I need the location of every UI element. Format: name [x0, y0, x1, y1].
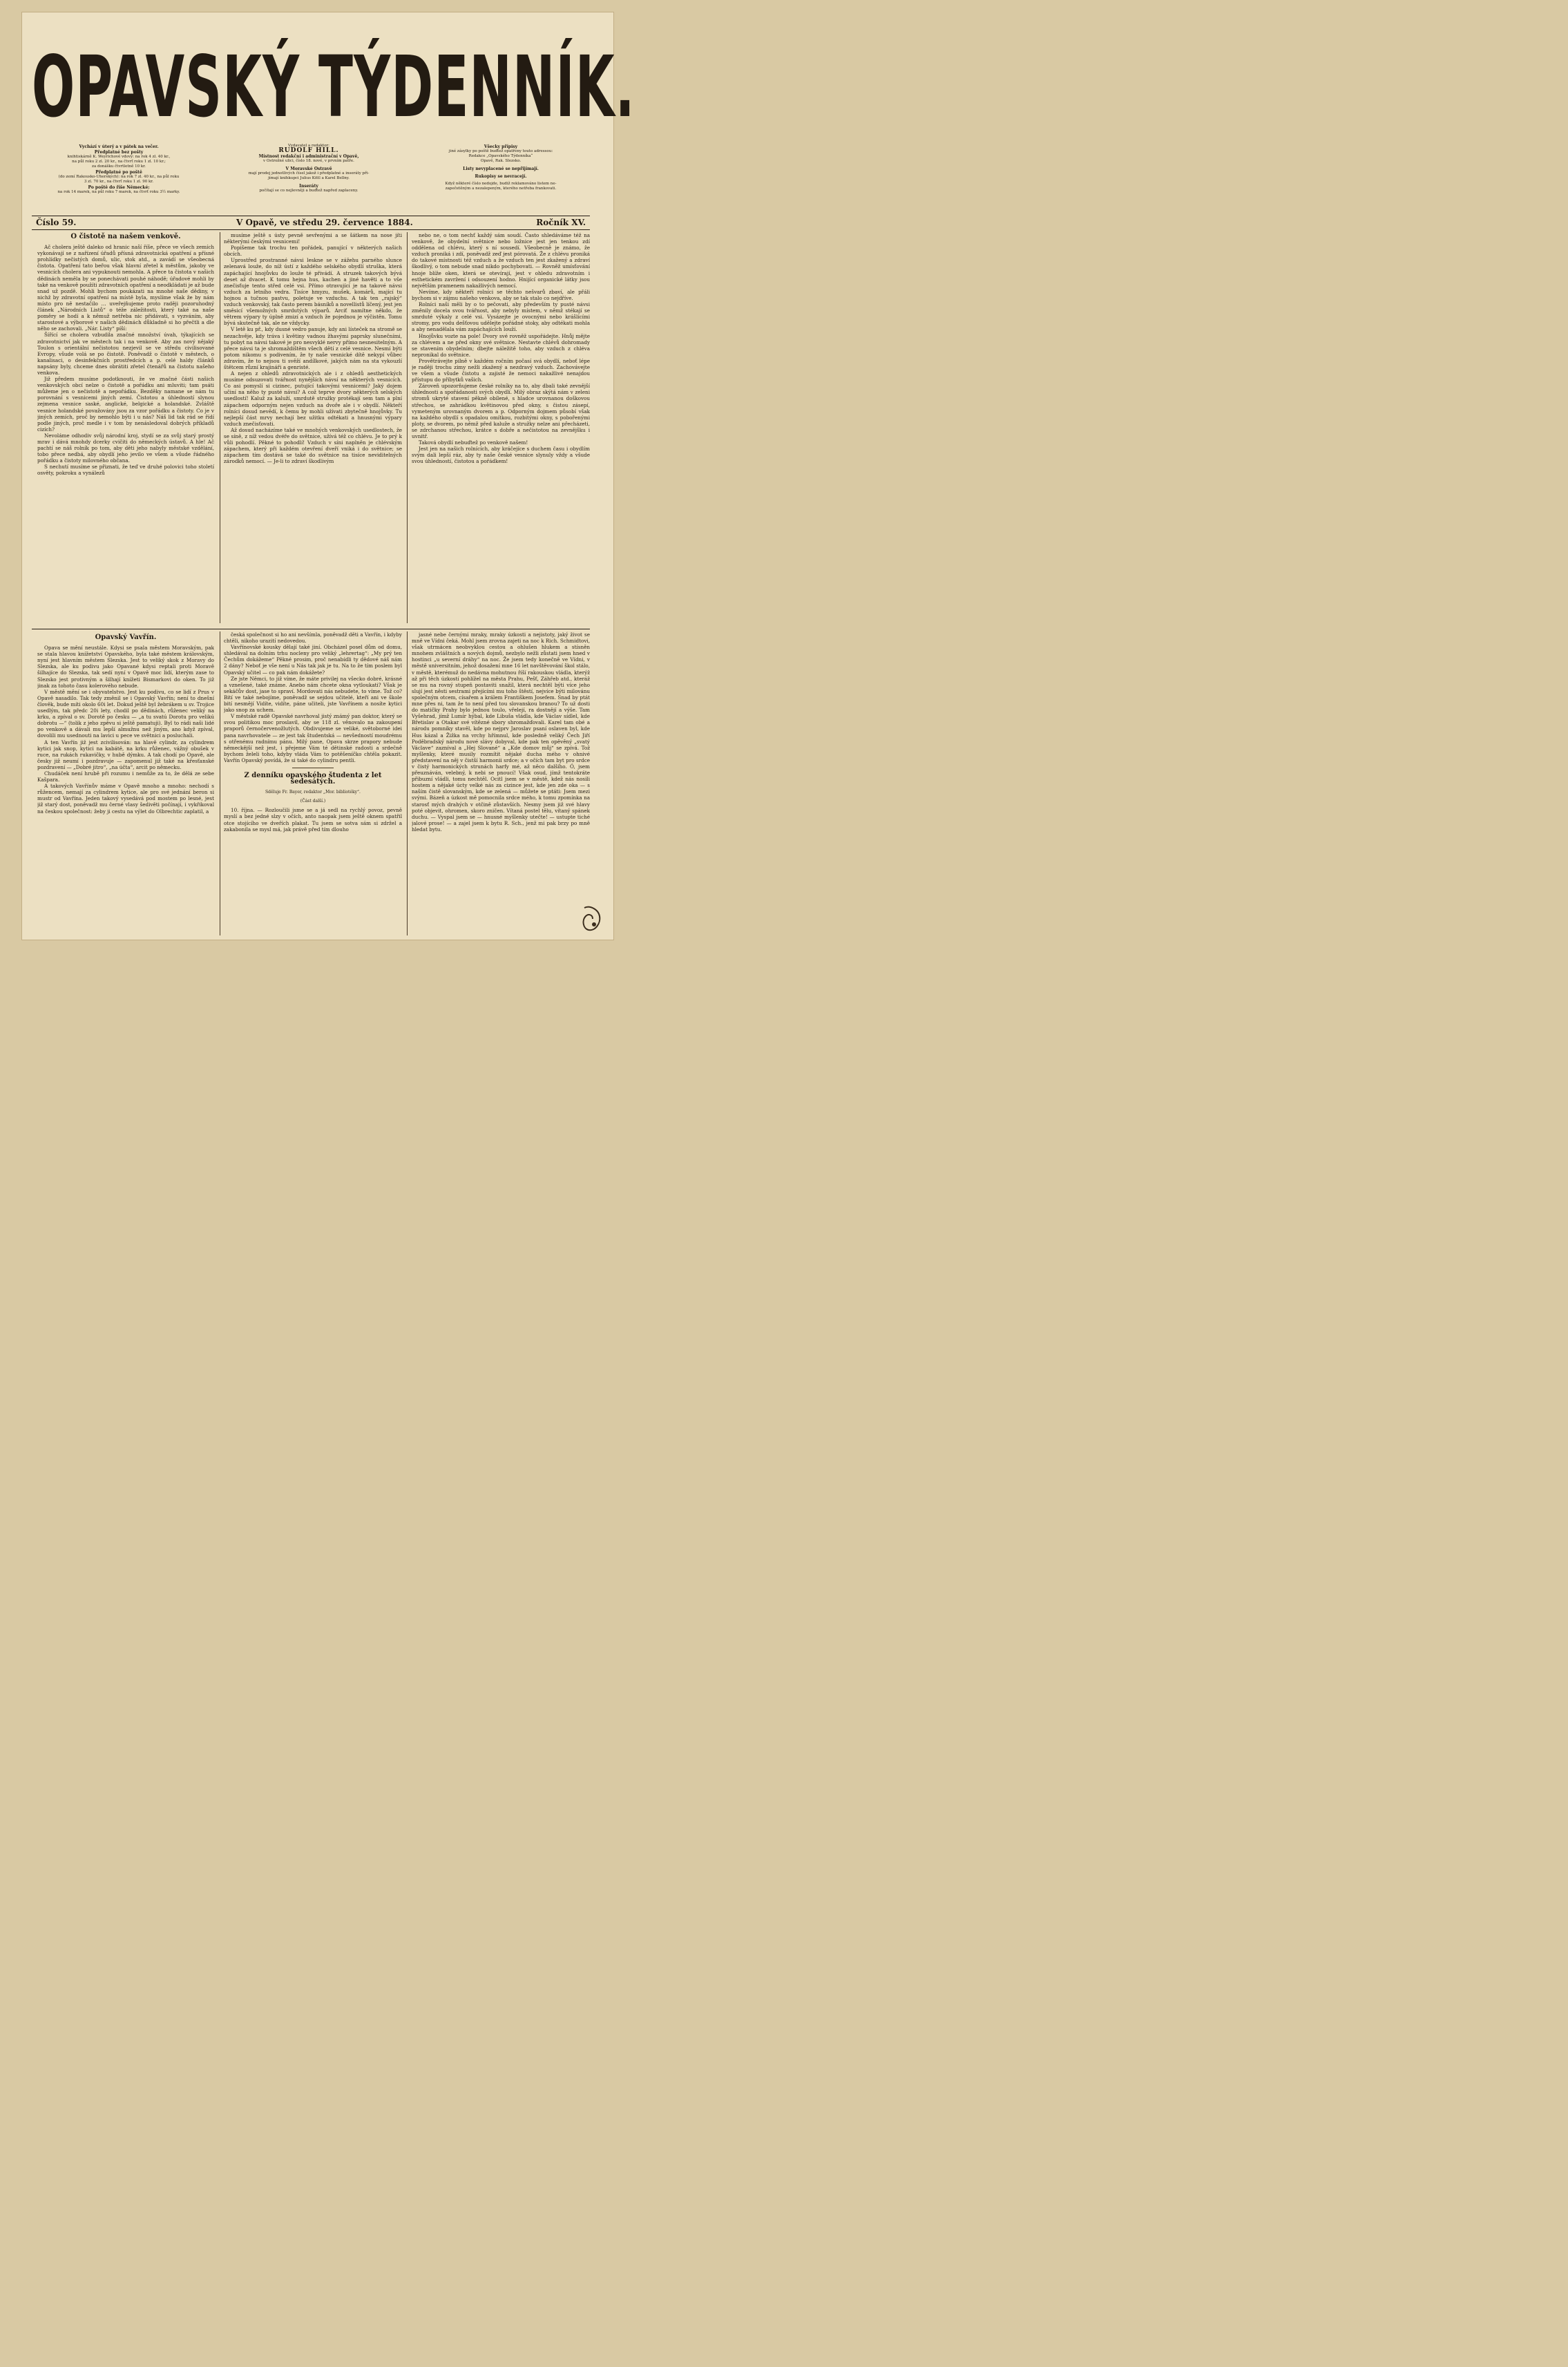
diary-title: Z denníku opavského študenta z let šedesátých.: [244, 771, 382, 786]
paragraph: V letě ku př., kdy dusné vedro panuje, kdy ani lísteček na stromě se nezachvěje, kdy tráva i květiny vadnou žhavými paprsky slunečními, tu pobyt na návsi takové je pro nesvyklé nervy přímo nesnesitelným. A přece návsi ta je shromaždištěm všech dětí z celé vesnice. Nesmí býti potom nikomu s podivením, že ty naše vesnické dítě nekypí vůbec zdravím, že to nejsou ti svěží andílkové, jakých nám na sta vykouzlí štětcem různí krajináři a genristé.: [224, 326, 402, 370]
paragraph: Až dosud nacházíme také ve mnohých venkovských usedlostech, že se síně, z níž vedou dvéře do světnice, užívá též co chlévu. Je to prý k vůli pohodlí. Pěkné to pohodlí! Vzduch v síni naplněn je chlévským zápachem, který při každém otevření dveří vniká i do světnice; se zápachem tím dostává se také do světnice na tisíce neviditelných zárodků nemocí. — Je-li to zdraví škodlivým: [224, 426, 402, 465]
paragraph: Ze jste Němci, to již víme, že máte privilej na všecko dobré, krásné a vznešené, také známe. Anebo nám chcete okna vytloukati? Však je sekáčův dost, jase to spraví. Mordovati nás nebudete, to víme. Tož co? Bití ve také nebojíme, poněvadž se sejdou učitelé, kteří ani ve škole bití nesmějí Vidíte, vidíte, páne učiteli, jste Vavřínem a nosíte kytici jako snop za uchem.: [224, 675, 402, 714]
diary-byline: Sděluje Fr. Bayer, redaktor „Mor. bibliotéky“.: [265, 790, 361, 795]
paragraph: Taková obydlí nebuďtež po venkově našem!: [419, 439, 528, 446]
paragraph: 10. října. — Rozloučili jsme se a já sedl na rychlý povoz, pevně myslí a bez jedné slzy v očích, anto naopak jsem ještě oknem spatřil otce stojícího ve dveřích plakat. Tu jsem se sotva sám si zdržel a zakabonila se mysl má, jak právě před tím dlouho: [224, 807, 402, 833]
paragraph: A ten Vavřín již jest zcivilisován: na hlavě cylindr, za cylindrem kytici jak snop, kytici na kabátě, na krku růženec, vážný obušek v ruce, na rukách rukavičky, v hubě dýmku. A tak chodí po Opavě, ale česky již neumí i pozdravuje — zapomenul již také na křesťanské pozdravení — „Dobré jitro“, „na účta“, arcit po německu.: [37, 739, 214, 770]
article2-title: Opavský Vavřín.: [95, 634, 157, 641]
header-center-h3: Inseráty: [299, 184, 318, 189]
paragraph: A takových Vavřínův máme v Opavě mnoho a mnoho: nechodí s růžencem, nemají za cylindrem kytice, ale pro své jednání beron si mustr od Vavřína. Jeden takový vysedává pod mostem po lesné, jest již starý dost, poněvadž mu černé vlasy šedivěti počínají, i vykřikoval na českou společnost: žeby ji cestu na výlet do Olbrechtic zaplatil, a: [37, 783, 214, 815]
paragraph: Zároveň upozorňujeme české rolníky na to, aby dbali také zevnější úhlednosti a spořádanosti svých obydlí. Milý obraz skýtá nám v zeleni stromů ukryté stavení pěkně obílené, s hladce urovnanou doškovou střechou, se zahrádkou květinovou před okny, s čistou zásepí, vymeteným urovnaným dvorem a p. Odporným dojmem působí však na každého obydlí s opadalou omítkou, rozbitými okny, s pobořenými ploty, se dvorem, po němž před kaluže a stružky nelze ani přecházeti, se zdrchanou střechou, krátce s dobře a nečistotou na zevnějšku i uvnitř.: [412, 383, 590, 439]
header-center-l3: mají prodej jednotlivých čísel jakož i předplatné a inseráty při-: [248, 171, 370, 175]
article2-column3: [412, 631, 590, 935]
header-left-l2: knihtiskárně K. Weyrichové vdovy: na rok 4 zl. 40 kr.,: [67, 155, 171, 159]
article1-column3: [412, 232, 590, 623]
article1-column2: [224, 232, 402, 623]
paragraph: Provětrávejte pilně v každém ročním počasí svá obydlí, neboť lépe je raději trochu zimy nežli zkažený a nezdravý vzduch. Zachovávejte ve všem a všude čistotu a zajisté že nemoci nakažlivé nenajdou přístupu do příbytků vašich.: [412, 357, 590, 383]
article2-column2: [224, 631, 402, 935]
header-info-right: [412, 144, 590, 191]
paragraph: Chudáček není hrubě při rozumu i nemůže za to, že dělá ze sebe Kašpara.: [37, 770, 214, 783]
article1-column1: [37, 232, 214, 623]
paragraph: V městské radě Opavské navrhoval jistý známý pan doktor, který se svou politikou moc proslavil, aby se 118 zl. věnovalo na zakoupení praporů černočervenožlutých. Obdivujeme se veliké, světoborné idei pana navrhovatele — ze jest tak študentská — nevšedností moudrému s otřenému radnímu pánu. Milý pane, Opava skrze prapory nebude německější než jest, i přejeme Vám té dětinské radosti a srdečně bychom želeli toho, kdyby vláda Vám to potěšeníčko chtěla pokazit. Vavřín Opavský povídá, že si také do cylindru pentli.: [224, 713, 402, 763]
header-center-l2: v Ostrožné ulici, číslo 18. nové, v prvním patře.: [263, 159, 354, 163]
article2-column1: [37, 631, 214, 935]
header-right-l6: Rukopisy se nevracejí.: [475, 174, 527, 179]
paragraph: nebo ne, o tom nechť každý sám soudí. Často shledáváme též na venkově, že obydelní světnice nebo ložnice jest jen tenkou zdí oddělena od chlévu, který s ní sousedí. Všeobecně je známo, že vzduch proniká i zdí, poněvadž zeď jest pórovatá. Že z chlévu proniká do takové místnosti též vzduch a že vzduch ten jest zkažený a zdraví škodlivý, o tom nebude snad nikdo pochybovati. — Rovněž umísťování hnoje blíže oken, která se otevírají, jest v ohledu zdravotním i esthetickém zavržení i odsouzení hodno. Hnijící organické látky jsou největším pramenem nakažlivých nemocí.: [412, 232, 590, 289]
paragraph: jasné nebe černými mraky, mraky úzkosti a nejistoty, jaký život se mně ve Vídni čeká. Mohl jsem zrovna zajeti na noc k Rich. Schmidtovi, však utrmácen neobvyklou cestou a ohlušen hlukem a stísněn mnohem zvláštních a nových dojmů, nezbylo nežli zůstati jsem hned v hostinci „u severní dráhy“ na noc. Že jsem tedy konečně ve Vídni, v městě universitním, jehož dosažení mne 16 let navštěvování škol stálo, v městě, kterémuž do nedávna mohutnou říší rakouskou vládla, kterýž až při těch úzkostí pohlížel na města Prahu, Pešť, Záhřeb atd., kteráž se mu na rovný stupeň postaviti snažil, která nechtěl býti více jeho slují jest něsti sestrami přejícími mu toho štěstí, nejvíce býti milovánu společným otcem, císařem a králem Františkem Josefem. Snad by ptát mne přes ni, tam že to není před tou slovanskou branou? To už dosti do matičky Prahy bylo jednou toulo, vřelejí, ra dostnějí a výše. Tam Vyšehrad, jímž Lumír hýbal, kde Libuša vládla, kde Václav sídlel, kde Břetislav a Otakar své vítězné sbory shromažďovali. Karel tam obé a národu pomníky stavěl, kde po nejprv Jaroslav psaní oslaven byl, kde Hus kázal a Žižka na vrchy hřímnul, kde posledně veliký Čech Jiří Poděbradský národu nové slávy dobyval, kde pak ten opěvěný „svatý Václave“ zazníval a „Hej Slované“ a „Kde domov můj“ se zpívá. Tož myšlenky, které musily rozmítit nějaké ducha mého v ohnivé představení na něj v čistší harmonii srdce; a v očích tam byt pro srdce v čistý harmonických strunách harfy mé, až něco dalšího. Ó, jsem přeuznáván, velebný, k nebi se pnoucí! Však osud, jímž tentokráte přibuzní vládli, tomu nechtěl. Ocitl jsem se v městě, kdež nás nosili hostem a nějaké úcty velké nás za cizince jest, kde jen zde oka — s naším čistě slovanským, kde se zelená — můžete se ptáti: Jsem mezi svými. Bázeň a úzkost mě pomocnila srdce mého, k tomu zpomínka na starosť mých drahých v otčině zůstavších. Nesmy jsem již své hlavy poté objevit, ohromen, skoro zničen. Vítaná postel tělu, vítaný spánek duchu. — Vyspal jsem se — hnusné myšlenky utečte! — ustupte tiché jalové prose! — a zajel jsem k bytu R. Sch., jenž mi pak brzy po mně hledat bytu.: [412, 631, 590, 833]
paragraph: Šířící se cholera vzbudila značné množství úvah, týkajících se zdravotnictví jak ve městech tak i na venkově. Aby zas nový nějaký Toulon s orientální nečistotou nezjevil se ve středu civilisované Evropy, všude volá se po čistotě. Poněvadž o čistotě v městech, o kanalisaci, o desinfekčních prostředcích a p. celé haldy článků napsány byly, chceme dnes obrátiti zřetel čtenářů na čistotu našeho venkova.: [37, 332, 214, 376]
paragraph: Uprostřed prostranné návsi leskne se v zážehu parného slunce zelenavá louže, do níž ústí z každého selského obydlí struška, která zapáchající hnojůvku do louže té přivádí. A struzek takových bývá deset až dvacet. K tomu hejna hus, kachen a jiné havěti a to vše znečisťuje tento střed celé vsi. Přímo otravující je na takové návsi vzduch za letního vedra. Tisíce hmyzu, mušek, komárů, mající tu hojnou a tučnou pastvu, poletuje ve vzduchu. A tak ten „rajský“ vzduch venkovský, tak často perem básníků a novellistů líčený, jest jen směsicí všemožných smrdutých výparů. Arciť namítne někdo, že větrem výpary ty úplně zmizí a vzduch že pojednou je výčistěn. Tomu bývá skutečně tak, ale ne vždycky.: [224, 257, 402, 327]
paragraph: Popišeme tak trochu ten pořádek, panující v některých našich obcích.: [224, 245, 402, 258]
header-left-l4: za donášku čtvrtletně 10 kr.: [92, 164, 146, 169]
paragraph: Opava se mění neustále. Kdysi se psala městem Moravským, pak se stala hlavou knížetství Opavského, byla také městem královským, nyní jest hlavním městem Slezska. Jest to veliký skok z Moravy do Slezska, ale ku podivu jako Opavané kdysi reptali proti Moravě šilhajíce do Slezska, tak sedí nyní v Opavě moc lidí, kterým zase to Slezsko jest protivným a šilhají knížeti Bismarkovi do oken. To již jinak za tohoto času kolerového nebude.: [37, 645, 214, 689]
header-left-h1: Předplatné bez pošty: [94, 150, 144, 155]
header-center-l4: jímají knihkupci Julius Kittl a Karel Bellny.: [268, 176, 350, 180]
paragraph: Již předem musíme podotknouti, že ve značné části našich venkovských obcí nelze o čistotě a pořádku ani mluviti; tam psáti můžeme jen o nečistotě a nepořádku. Bezděky namane se nám tu porovnání s vesnicemi jiných zemí. Čistotou a úhledností slynou zejmena vesnice saské, anglické, belgické a holandské. Zvláště vesnice holandské považovány jsou za vzor pořádku a čistoty. Co je v jiných zemích, proč by nemohlo býti i u nás? Náš lid tak rád se řídí podle jiných, proč medle i v tom by nenásledoval dobrých příkladů cizích?: [37, 376, 214, 432]
masthead-title: OPAVSKÝ TÝDENNÍK.: [32, 38, 635, 136]
header-left-h2: Předplatné po poště: [95, 170, 142, 175]
header-right-l5: Listy nevyplacené se nepřijímají.: [463, 167, 539, 171]
header-info-center: [222, 144, 395, 193]
paragraph: musíme ještě s ústy pevně sevřenými a se šátkem na nose jíti některými českými vesnicemi!: [224, 232, 402, 245]
paragraph: Rolníci naši měli by o to pečovati, aby především ty pusté návsi změnily docela svou tvářnost, aby nebyly místem, v němž stékají se smrduté výkaly z celé vsi. Vysázejte je ovocnými nebo krášlícími stromy, pro vodu dešťovou udělejte pořádné stoky, aby odtékati mohla a aby nenadělala vám zapáchajících louží.: [412, 301, 590, 333]
header-left-line1: Vychází v úterý a v pátek na večer.: [79, 144, 159, 149]
paragraph: A nejen z ohledů zdravotnických ale i z ohledů aesthetických musíme odsuzovati tvářnost nynějších návsí na některých vesnicích. Co asi pomyslí si cizinec, putující takovými vesnicemi? Jaký dojem učiní na něho ty pusté návsi? A což teprve dvory některých selských usedlostí! Kaluž za kaluží, smrdutě stružky protékají sem tam a plní zápachem odporným nejen vzduch na dvoře ale i v obydlí. Někteří rolníci dosud nevědí, k čemu by mohli užívati zbytečně hnojůvky. Tu nejlepší část mrvy nechají bez užitku odtékati a hnusnými výpary vzduch znečisťovati.: [224, 370, 402, 427]
article1-title: O čistotě na našem venkově.: [70, 233, 181, 240]
paragraph: Jest jen na našich rolnících, aby kráčejíce s duchem času i obydlím svým dali lepší ráz, aby ty naše české vesnice slynuly vždy a všude svou úhledností, čistotou a pořádkem!: [412, 446, 590, 465]
header-right-l2: jiné zásylky po poště buďtež opatřeny touto adressou:: [448, 149, 553, 153]
header-left-h3: Po poště do říše Německé:: [88, 185, 150, 190]
column-divider: [407, 631, 408, 935]
issue-rule-bottom: [32, 229, 590, 230]
publisher-name: RUDOLF HILL.: [278, 147, 339, 154]
paragraph: S nechutí musíme se přiznati, že teď ve druhé polovici toho století osvěty, pokroku a vynálezů: [37, 464, 214, 477]
issue-number: Číslo 59.: [36, 218, 77, 227]
issue-volume: Ročník XV.: [536, 218, 586, 227]
newspaper-page: [22, 12, 635, 940]
header-info-left: [32, 144, 206, 195]
paragraph: Vavřínovské kousky dělají také jiní. Obcházel posel dům od domu, shledával na dolním trhu nocleny pro veliký „lehrertag“: „My prý ten Čechům dokážeme“ Pěkné prosim, proč nenabídli ty dědové náš nám 2 dány? Neboť je vše není u Nás tak jak je tu. Na to že tím poslem byl Opavský učitel — co pak nám dokážete?: [224, 644, 402, 676]
paragraph: Hnojůvku vozte na pole! Dvory své rovněž uspořádejte. Hnůj mějte za chlévem a ne před okny své světnice. Nestavte chlévů dohromady se stavením obydelním; dbejte náležitě toho, aby vzduch z chléva nepronikal do světnice.: [412, 332, 590, 358]
paragraph: V městě mění se i obyvatelstvo. Jest ku podivu, co se lidí z Prus v Opavě nasadilo. Tak tedy změnil se i Opavský Vavřín; není to dnešní člověk, bude míti okolo 60i let. Dokud ještě byl žebrákem u sv. Trojice usedlým, tak předc 20i lety, chodil po dědinách, růženec veliký na krku, a zpíval o sv. Dorotě po česku — „a tu svatú Dorotu pro velikú dobrotu —“ (tolik z jeho zpěvu si ještě pamatuji). Byl to rádi naši lidé po venkově a dávali mu lepší almužnu než jiným, ano když zpíval, dovolili mu usednouti na lavici u pece ve světnici a posluchali.: [37, 688, 214, 739]
header-right-line1: Všecky přípisy: [484, 144, 518, 149]
header-left-l5: (do zemí Rakousko-Uherských): na rok 7 zl. 40 kr., na půl roku: [58, 175, 180, 179]
header-right-l8: zapečetěným a nezalepeným, kterého netřeba frankovati.: [445, 187, 557, 191]
diary-part: (Část další.): [300, 799, 326, 804]
header-right-l7: Když některé číslo nedojde, budiž reklamováno listem ne-: [445, 182, 557, 186]
header-center-line1: Vydavatel a redaktor:: [287, 144, 330, 148]
header-right-l4: Opavě, Rak. Slezsko.: [480, 159, 522, 163]
paragraph: Nevoláme odhodiv svůj národní kroj, stydí se za svůj starý prostý mrav i dává mnohdy dcerky cvičiti do německých ústavů. A hle! Ač pachtí se náš rolník po tom, aby děti jeho nabyly městské vzdělání, tobo přece nedbá, aby obydlí jeho jevilo ve všem a všude řádného pořádku a čistoty milovného občana.: [37, 432, 214, 464]
issue-place-date: V Opavě, ve středu 29. července 1884.: [236, 218, 413, 227]
header-right-l3: Redakce „Opavského Týdenníka“: [468, 154, 533, 158]
stamp-mark-icon: [580, 904, 606, 934]
header-center-h2: V Moravské Ostravě: [285, 167, 332, 171]
header-left-l6: 3 zl. 70 kr., na čtvrť roku 1 zl. 90 kr.: [84, 180, 154, 184]
header-center-h1: Místnost redakční i administrační v Opavě,: [258, 154, 359, 159]
paragraph: Ač cholera ještě daleko od hranic naší říše, přece ve všech zemích vykonávají se z nařízení úřadů přísná zdravotnická opatření a přísné prohlídky nečistých domů, ulic, stok atd., a zavádí se všeobecná čistota. Opatření tato beřou však hlavní zřetel k městům, jakoby ve vesnicích cholera ani vypuknouti nemohla. A přece ta čistota v našich dědinách neměla by se ponechávati pouhé náhodě; úřadové mohli by také na venkově použíti zdravotních opatření a neodkládati je až bude snad už pozdě. Mohli bychom poukázati na mnohé naše dědiny, v nichž by zdravotní opatření na místě byla, myslíme však že by nám místo pro ně nestačilo … uveřejňujeme proto raději pozoruhodný článek „Národních Listů“ o téže záležitosti, který také na naše poměry se hodí a k němuž netřeba nic přidávati, s vyzváním, aby starostové a výborové v našich dědinách důkladně si ho přečtli a dle něho se zachovali. „Nár. Listy“ píší:: [37, 244, 214, 332]
paragraph: Nevíme, kdy někteří rolníci se těchto nešvarů zbaví, ale přáli bychom si v zájmu našeho venkova, aby se tak stalo co nejdříve.: [412, 288, 590, 301]
header-center-l5: počítají se co nejlevněji a buďtež napřed zaplaceny.: [259, 189, 358, 193]
column-divider: [407, 232, 408, 623]
header-left-l7: na rok 14 marek, na půl roku 7 marek, na čtvrť roku 3½ marky.: [57, 190, 180, 194]
issue-bar: [36, 218, 586, 229]
header-left-l3: na půl roku 2 zl. 20 kr., na čtvrť roku 1 zl. 10 kr.;: [72, 160, 166, 164]
paragraph: česká společnost si ho ani nevšímla, poněvadž děti a Vavřín, i kdyby chtěli, nikoho urazití nedovedou.: [224, 631, 402, 645]
